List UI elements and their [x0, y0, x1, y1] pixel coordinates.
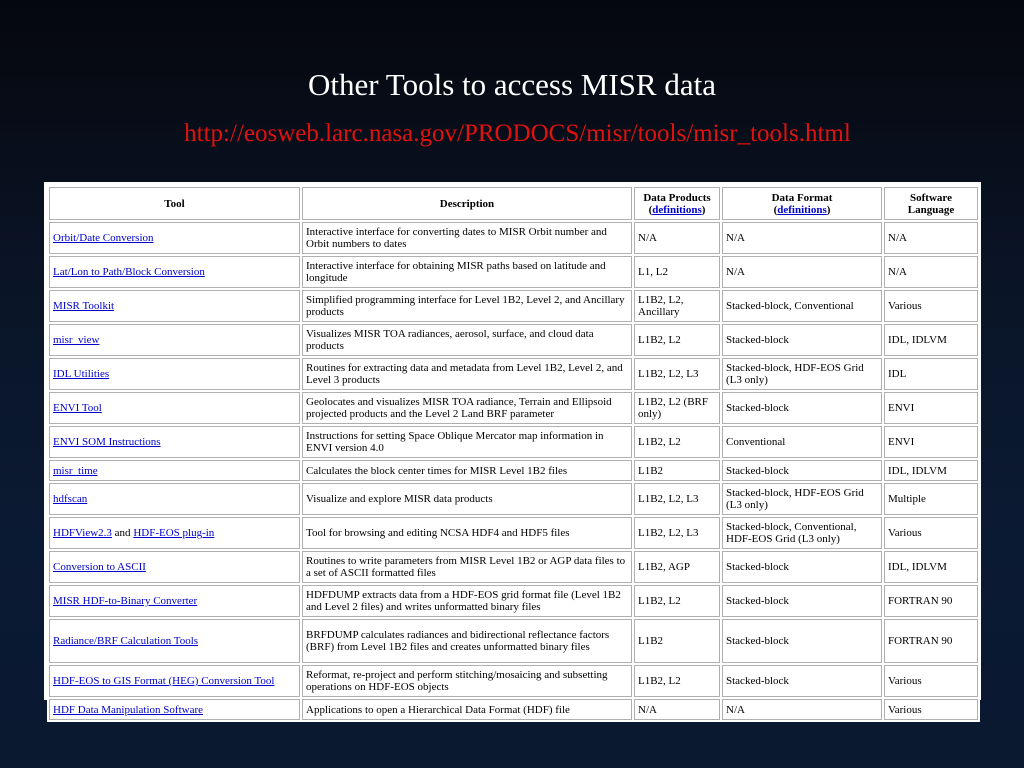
language-cell: Multiple	[884, 483, 978, 515]
data-format-definitions-link[interactable]: definitions	[777, 203, 827, 216]
format-cell: Stacked-block	[722, 551, 882, 583]
format-cell: Stacked-block	[722, 324, 882, 356]
description-cell: Applications to open a Hierarchical Data Format (HDF) file	[302, 699, 632, 720]
description-cell: Routines for extracting data and metadata from Level 1B2, Level 2, and Level 3 products	[302, 358, 632, 390]
tool-link-misr-toolkit[interactable]: MISR Toolkit	[53, 300, 115, 312]
language-cell: FORTRAN 90	[884, 619, 978, 663]
language-cell: Various	[884, 699, 978, 720]
tool-cell	[49, 517, 300, 549]
tool-cell	[49, 222, 300, 254]
products-cell: L1B2, L2, Ancillary	[634, 290, 720, 322]
tool-cell	[49, 585, 300, 617]
format-cell: Stacked-block	[722, 619, 882, 663]
tool-cell	[49, 426, 300, 458]
tool-link-radiance-brf[interactable]: Radiance/BRF Calculation Tools	[53, 635, 199, 647]
products-cell: L1B2	[634, 619, 720, 663]
language-cell: IDL, IDLVM	[884, 551, 978, 583]
language-cell: IDL	[884, 358, 978, 390]
description-cell: Calculates the block center times for MISR Level 1B2 files	[302, 460, 632, 481]
tool-link-misr-time[interactable]: misr_time	[53, 464, 98, 477]
data-products-definitions-link[interactable]: definitions	[652, 203, 702, 216]
table-row	[49, 551, 978, 583]
tool-link-envi-tool[interactable]: ENVI Tool	[53, 402, 102, 414]
table-row	[49, 619, 978, 663]
description-cell: Interactive interface for obtaining MISR paths based on latitude and longitude	[302, 256, 632, 288]
format-cell: N/A	[722, 699, 882, 720]
table-row	[49, 517, 978, 549]
products-cell: L1B2, L2	[634, 585, 720, 617]
language-cell: IDL, IDLVM	[884, 324, 978, 356]
products-cell: L1B2, L2	[634, 324, 720, 356]
tool-link-lat-lon-conversion[interactable]: Lat/Lon to Path/Block Conversion	[53, 266, 205, 278]
language-cell: ENVI	[884, 426, 978, 458]
tool-link-hdf-data-manipulation[interactable]: HDF Data Manipulation Software	[53, 703, 203, 716]
format-cell: Stacked-block	[722, 585, 882, 617]
header-data-products: Data Products (definitions)	[634, 187, 720, 220]
header-data-format: Data Format (definitions)	[722, 187, 882, 220]
language-cell: Various	[884, 665, 978, 697]
slide-url: http://eosweb.larc.nasa.gov/PRODOCS/misr/tools/misr_tools.html	[184, 120, 851, 147]
tool-link-hdfscan[interactable]: hdfscan	[53, 493, 88, 505]
tool-link-idl-utilities[interactable]: IDL Utilities	[53, 368, 110, 380]
format-cell: Stacked-block	[722, 392, 882, 424]
header-tool: Tool	[49, 187, 300, 220]
language-cell: ENVI	[884, 392, 978, 424]
format-cell: N/A	[722, 222, 882, 254]
format-cell: Stacked-block, Conventional	[722, 290, 882, 322]
tool-cell	[49, 256, 300, 288]
products-cell: L1B2, L2, L3	[634, 358, 720, 390]
tool-cell	[49, 619, 300, 663]
products-cell: L1, L2	[634, 256, 720, 288]
language-cell: N/A	[884, 256, 978, 288]
description-cell: Tool for browsing and editing NCSA HDF4 and HDF5 files	[302, 517, 632, 549]
description-cell: BRFDUMP calculates radiances and bidirectional reflectance factors (BRF) from Level 1B2 files and creates unformatted binary files	[302, 619, 632, 663]
tool-link-hdf-eos-plugin[interactable]: HDF-EOS plug-in	[133, 527, 215, 539]
tool-link-envi-som-instructions[interactable]: ENVI SOM Instructions	[53, 436, 161, 448]
tool-link-orbit-date-conversion[interactable]: Orbit/Date Conversion	[53, 232, 154, 244]
products-cell: N/A	[634, 222, 720, 254]
table-row	[49, 358, 978, 390]
description-cell: HDFDUMP extracts data from a HDF-EOS grid format file (Level 1B2 and Level 2 files) and writes unformatted binary files	[302, 585, 632, 617]
description-cell: Visualizes MISR TOA radiances, aerosol, surface, and cloud data products	[302, 324, 632, 356]
tool-cell	[49, 358, 300, 390]
format-cell: Stacked-block, HDF-EOS Grid (L3 only)	[722, 483, 882, 515]
tool-cell	[49, 665, 300, 697]
tool-link-heg-conversion[interactable]: HDF-EOS to GIS Format (HEG) Conversion Tool	[53, 675, 275, 687]
header-software-language-line1: Software	[910, 191, 952, 204]
products-cell: L1B2, L2, L3	[634, 517, 720, 549]
tools-table-panel	[44, 182, 981, 716]
products-cell: L1B2, L2	[634, 426, 720, 458]
header-data-products-label: Data Products	[643, 191, 711, 204]
products-cell: L1B2, AGP	[634, 551, 720, 583]
tool-link-misr-view[interactable]: misr_view	[53, 334, 100, 346]
table-row	[49, 585, 978, 617]
description-cell: Reformat, re-project and perform stitching/mosaicing and subsetting operations on HDF-EOS objects	[302, 665, 632, 697]
tool-cell	[49, 551, 300, 583]
tools-table	[47, 185, 980, 722]
description-cell: Instructions for setting Space Oblique Mercator map information in ENVI version 4.0	[302, 426, 632, 458]
table-row	[49, 324, 978, 356]
header-software-language	[884, 187, 978, 220]
products-cell: L1B2, L2	[634, 665, 720, 697]
table-row	[49, 392, 978, 424]
description-cell: Visualize and explore MISR data products	[302, 483, 632, 515]
tool-cell	[49, 483, 300, 515]
description-cell: Interactive interface for converting dates to MISR Orbit number and Orbit numbers to dates	[302, 222, 632, 254]
format-cell: Stacked-block, Conventional, HDF-EOS Grid (L3 only)	[722, 517, 882, 549]
tool-cell	[49, 460, 300, 481]
table-row	[49, 222, 978, 254]
products-cell: L1B2, L2, L3	[634, 483, 720, 515]
products-cell: N/A	[634, 699, 720, 720]
table-row	[49, 290, 978, 322]
table-row	[49, 483, 978, 515]
table-row	[49, 256, 978, 288]
language-cell: N/A	[884, 222, 978, 254]
language-cell: Various	[884, 290, 978, 322]
products-cell: L1B2	[634, 460, 720, 481]
format-cell: Conventional	[722, 426, 882, 458]
language-cell: FORTRAN 90	[884, 585, 978, 617]
description-cell: Routines to write parameters from MISR Level 1B2 or AGP data files to a set of ASCII formatted files	[302, 551, 632, 583]
table-row	[49, 665, 978, 697]
description-cell: Geolocates and visualizes MISR TOA radiance, Terrain and Ellipsoid projected products and the Level 2 Land BRF parameter	[302, 392, 632, 424]
tool-and-text: and	[114, 527, 131, 539]
language-cell: IDL, IDLVM	[884, 460, 978, 481]
tool-cell	[49, 290, 300, 322]
format-cell: N/A	[722, 256, 882, 288]
table-row	[49, 426, 978, 458]
header-data-format-label: Data Format	[771, 191, 833, 204]
table-header-row	[49, 187, 978, 220]
table-row	[49, 699, 978, 720]
products-cell: L1B2, L2 (BRF only)	[634, 392, 720, 424]
language-cell: Various	[884, 517, 978, 549]
tool-cell	[49, 324, 300, 356]
header-description: Description	[302, 187, 632, 220]
format-cell: Stacked-block	[722, 665, 882, 697]
tool-cell	[49, 699, 300, 720]
description-cell: Simplified programming interface for Level 1B2, Level 2, and Ancillary products	[302, 290, 632, 322]
header-software-language-line2: Language	[907, 203, 955, 216]
format-cell: Stacked-block	[722, 460, 882, 481]
slide-title: Other Tools to access MISR data	[308, 67, 716, 102]
tool-cell	[49, 392, 300, 424]
tool-link-hdf-to-binary[interactable]: MISR HDF-to-Binary Converter	[53, 595, 198, 607]
format-cell: Stacked-block, HDF-EOS Grid (L3 only)	[722, 358, 882, 390]
tool-link-conversion-to-ascii[interactable]: Conversion to ASCII	[53, 561, 146, 573]
table-row	[49, 460, 978, 481]
tool-link-hdfview[interactable]: HDFView2.3	[53, 527, 112, 539]
